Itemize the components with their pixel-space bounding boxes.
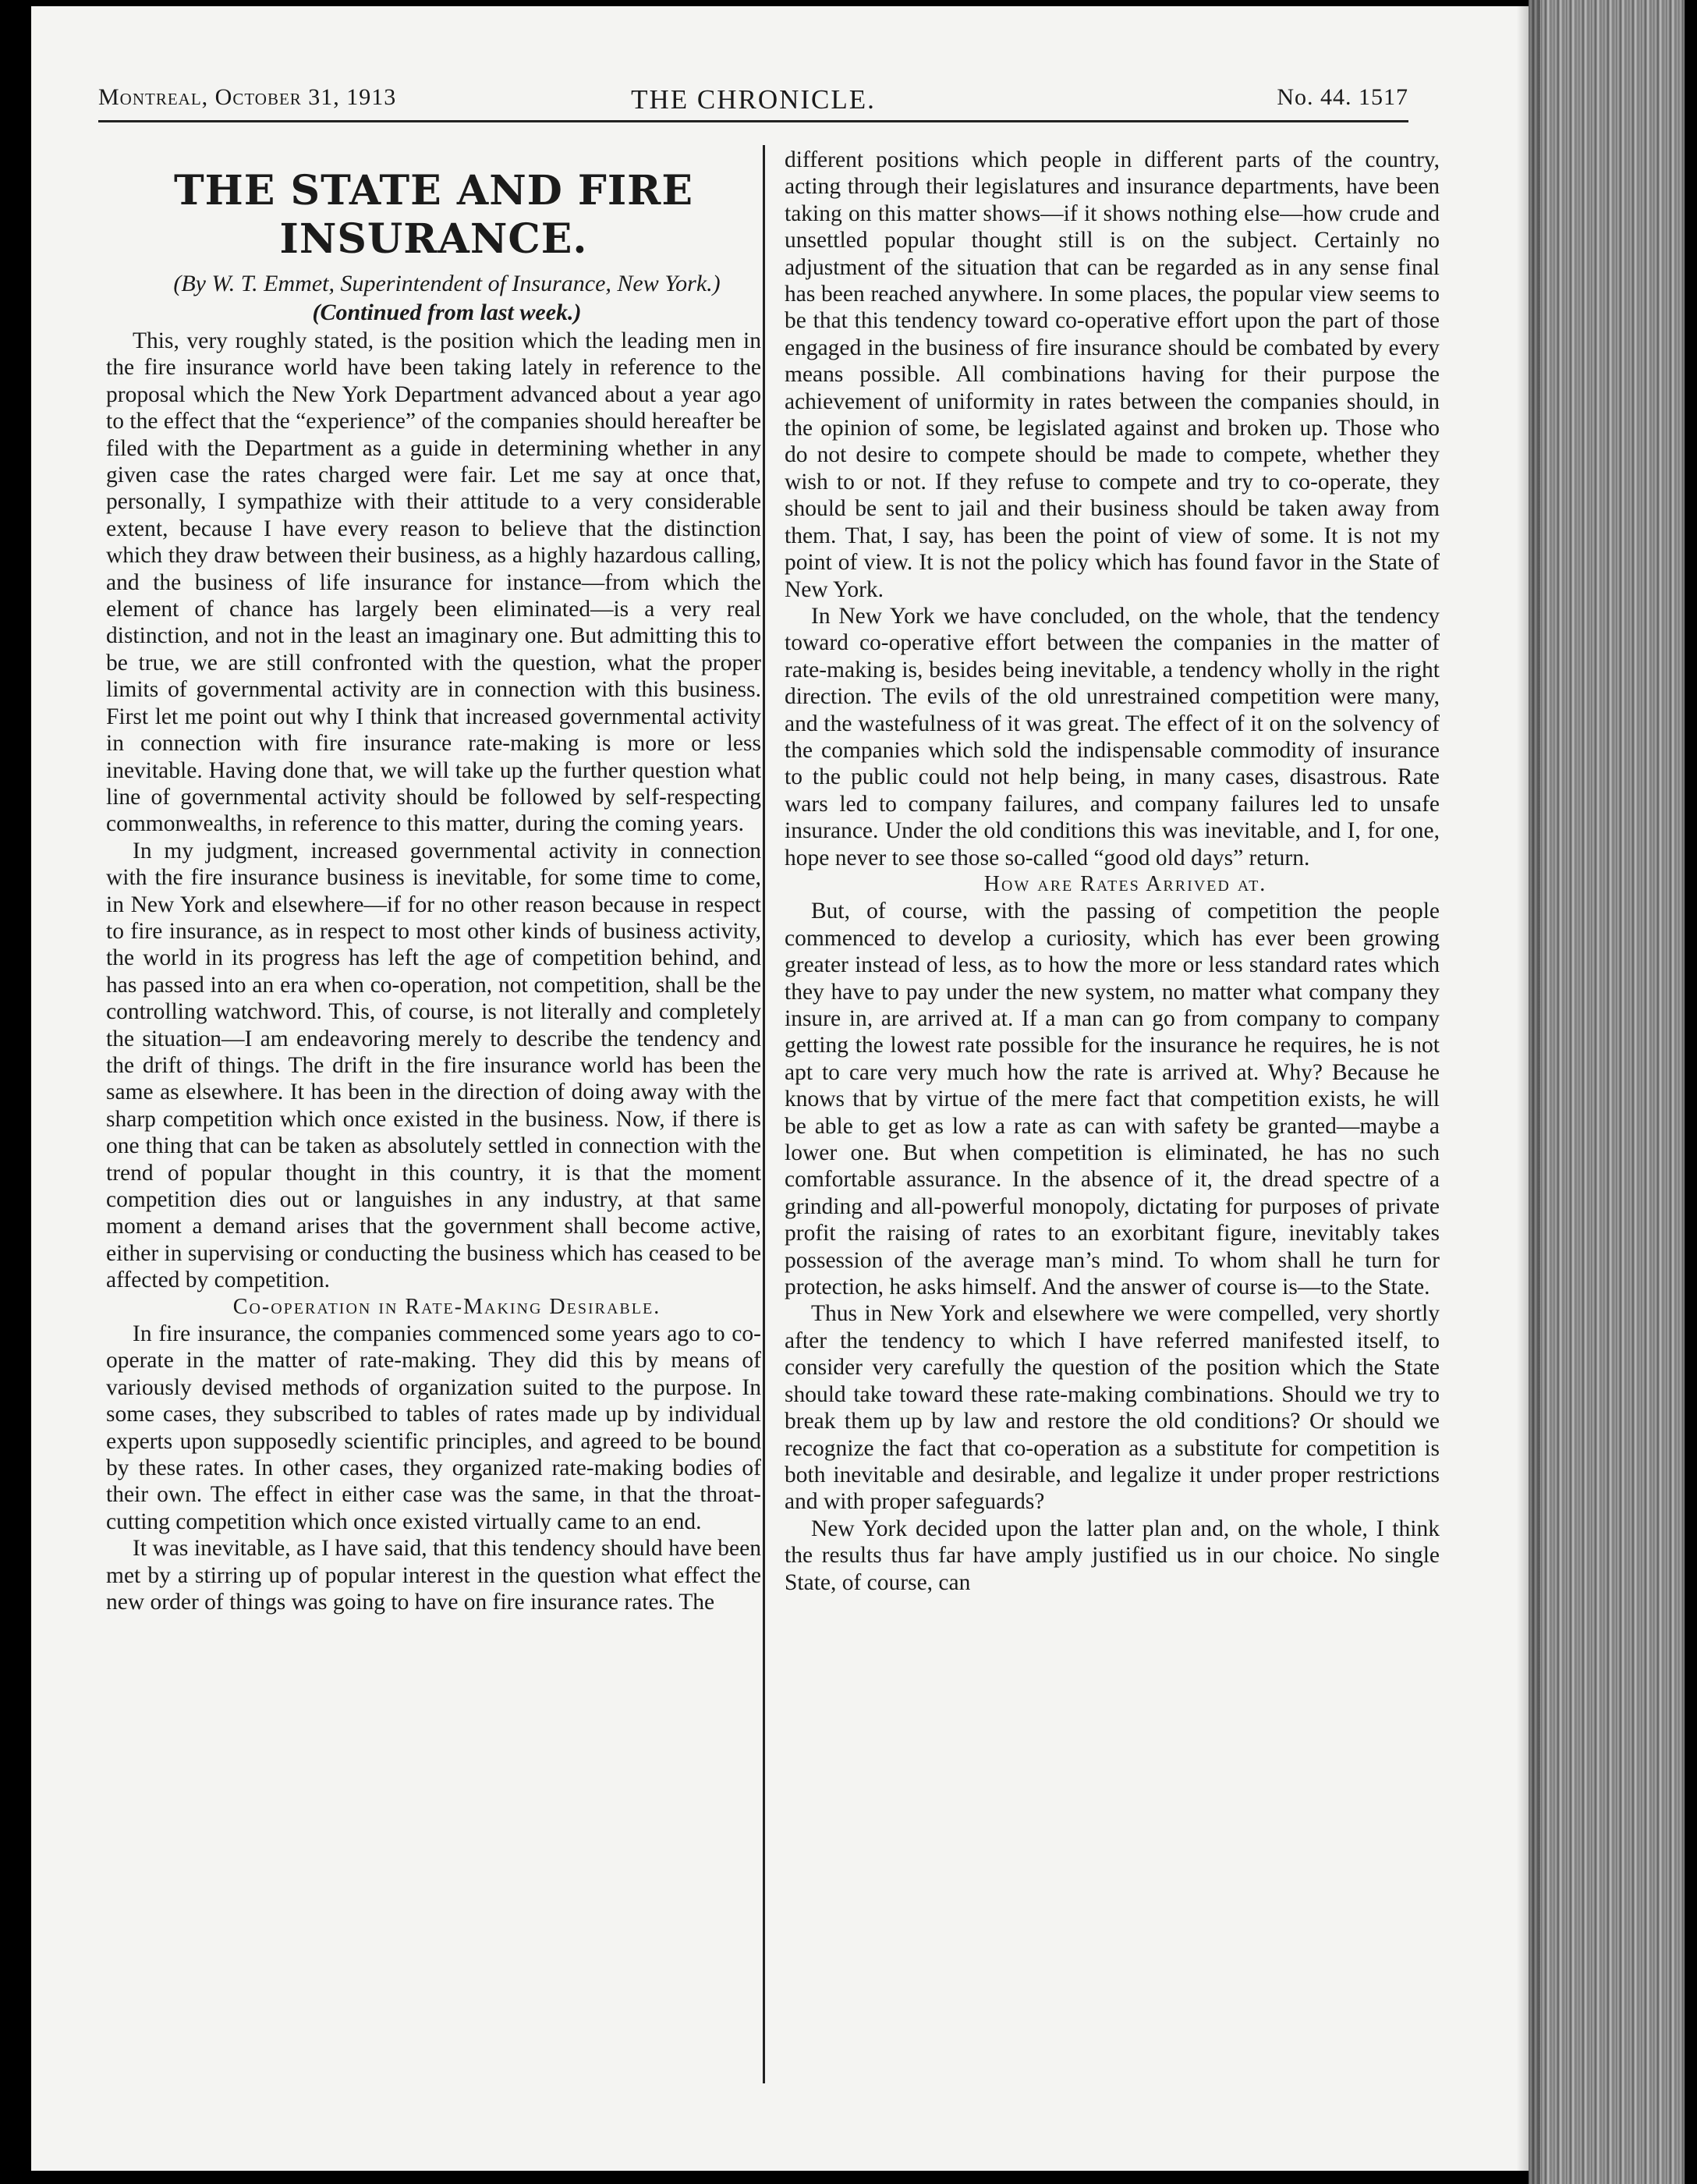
section-subheading: Co-operation in Rate-Making Desirable. [232, 1294, 661, 1319]
paragraph: New York decided upon the latter plan and, on the whole, I think the results thus far have amply justified us in our choice. No single State, of course, can [785, 1516, 1440, 1595]
article-title: THE STATE AND FIRE INSURANCE. [173, 167, 694, 263]
running-head-date: Montreal, October 31, 1913 [98, 84, 397, 110]
article-byline: (By W. T. Emmet, Superintendent of Insurance, New York.) [173, 271, 721, 296]
paragraph: But, of course, with the passing of competition the people commenced to develop a curiosity, which has ever been growing greater instead of less, as to how the more or less standard rates which they have to pay under the new system, no matter what company they insure in, are arrived at. If a man can go from company to company getting the lowest rate possible for the insurance he requires, he is not apt to care very much how the rate is arrived at. Why? Because he knows that by virtue of the mere fact that competition exists, he will be able to get as low a rate as can with safety be granted—maybe a lower one. But when competition is eliminated, he has no such comfortable assurance. In the absence of it, the dread spectre of a grinding and all-powerful monopoly, dictating for purposes of private profit the raising of rates to an exorbitant figure, inevitably takes possession of the average man’s mind. To whom shall he turn for protection, he asks himself. And the answer of course is—to the State. [785, 899, 1440, 1300]
page-gutter-shadow [1517, 0, 1540, 2184]
newspaper-page [31, 6, 1529, 2171]
paragraph: It was inevitable, as I have said, that this tendency should have been met by a stirring up of popular interest in the question what effect the new order of things was going to have on fire insurance rates. The [106, 1536, 761, 1615]
running-head [98, 84, 1408, 123]
right-column [785, 147, 1440, 1596]
continued-note: (Continued from last week.) [312, 300, 582, 325]
paragraph: This, very roughly stated, is the position which the leading men in the fire insurance world have been taking lately in reference to the proposal which the New York Department advanced about a year ago to the effect that the “experience” of the companies should hereafter be filed with the Department as a guide in determining whether in any given case the rates charged were fair. Let me say at once that, personally, I sympathize with their attitude to a very considerable extent, because I have every reason to believe that the distinction which they draw between their business, as a highly hazardous calling, and the business of life insurance for instance—from which the element of chance has largely been eliminated—is a very real distinction, and not in the least an imaginary one. But admitting this to be true, we are still confronted with the question, what the proper limits of governmental activity are in connection with this business. First let me point out why I think that increased governmental activity in connection with fire insurance rate-making is more or less inevitable. Having done that, we will take up the further question what line of governmental activity should be followed by self-respecting commonwealths, in reference to this matter, during the coming years. [106, 328, 761, 837]
running-head-issue-page: No. 44. 1517 [1277, 84, 1408, 110]
paragraph: In my judgment, increased governmental activity in connection with the fire insurance business is inevitable, for some time to come, in New York and elsewhere—if for no other reason because in respect to fire insurance, as in respect to most other kinds of business activity, the world in its progress has left the age of competition behind, and has passed into an era when co-operation, not competition, shall be the controlling watchword. This, of course, is not literally and completely the situation—I am endeavoring merely to describe the tendency and the drift of things. The drift in the fire insurance world has been the same as elsewhere. It has been in the direction of doing away with the sharp competition which once existed in the business. Now, if there is one thing that can be taken as absolutely settled in connection with the trend of popular thought in this country, it is that the moment competition dies out or languishes in any industry, at that same moment a demand arises that the government shall become active, either in supervising or conducting the business which has ceased to be affected by competition. [106, 838, 761, 1293]
book-fore-edge [1529, 0, 1685, 2184]
running-head-publication: THE CHRONICLE. [631, 84, 876, 115]
header-rule [98, 120, 1408, 122]
paragraph: different positions which people in different parts of the country, acting through their legislatures and insurance departments, have been taking on this matter shows—if it shows nothing else—how crude and unsettled popular thought still is on the subject. Certainly no adjustment of the situation that can be regarded as in any sense final has been reached anywhere. In some places, the popular view seems to be that this tendency toward co-operative effort upon the part of those engaged in the business of fire insurance should be combated by every means possible. All combinations having for their purpose the achievement of uniformity in rates between the companies should, in the opinion of some, be legislated against and broken up. Those who do not desire to compete should be made to compete, whether they wish to or not. If they refuse to compete and try to co-operate, they should be sent to jail and their business should be taken away from them. That, I say, has been the point of view of some. It is not my point of view. It is not the policy which has found favor in the State of New York. [785, 147, 1440, 602]
paragraph: In New York we have concluded, on the whole, that the tendency toward co-operative effort between the companies in the matter of rate-making is, besides being inevitable, a tendency wholly in the right direction. The evils of the old unrestrained competition were many, and the wastefulness of it was great. The effect of it on the solvency of the companies which sold the indispensable commodity of insurance to the public could not help being, in many cases, disastrous. Rate wars led to company failures, and company failures led to unsafe insurance. Under the old conditions this was inevitable, and I, for one, hope never to see those so-called “good old days” return. [785, 603, 1440, 870]
paragraph: In fire insurance, the companies commenced some years ago to co-operate in the matter of rate-making. They did this by means of variously devised methods of organization suited to the purpose. In some cases, they subscribed to tables of rates made up by individual experts upon supposedly scientific principles, and agreed to be bound by these rates. In other cases, they organized rate-making bodies of their own. The effect in either case was the same, in that the throat-cutting competition which once existed virtually came to an end. [106, 1321, 761, 1534]
left-column [106, 153, 761, 1616]
paragraph: Thus in New York and elsewhere we were compelled, very shortly after the tendency to which I have referred manifested itself, to consider very carefully the question of the position which the State should take toward these rate-making combinations. Should we try to break them up by law and restore the old conditions? Or should we recognize the fact that co-operation as a substitute for competition is both inevitable and desirable, and legalize it under proper restrictions and with proper safeguards? [785, 1301, 1440, 1515]
section-subheading: How are Rates Arrived at. [983, 871, 1267, 896]
column-divider [763, 145, 765, 2083]
